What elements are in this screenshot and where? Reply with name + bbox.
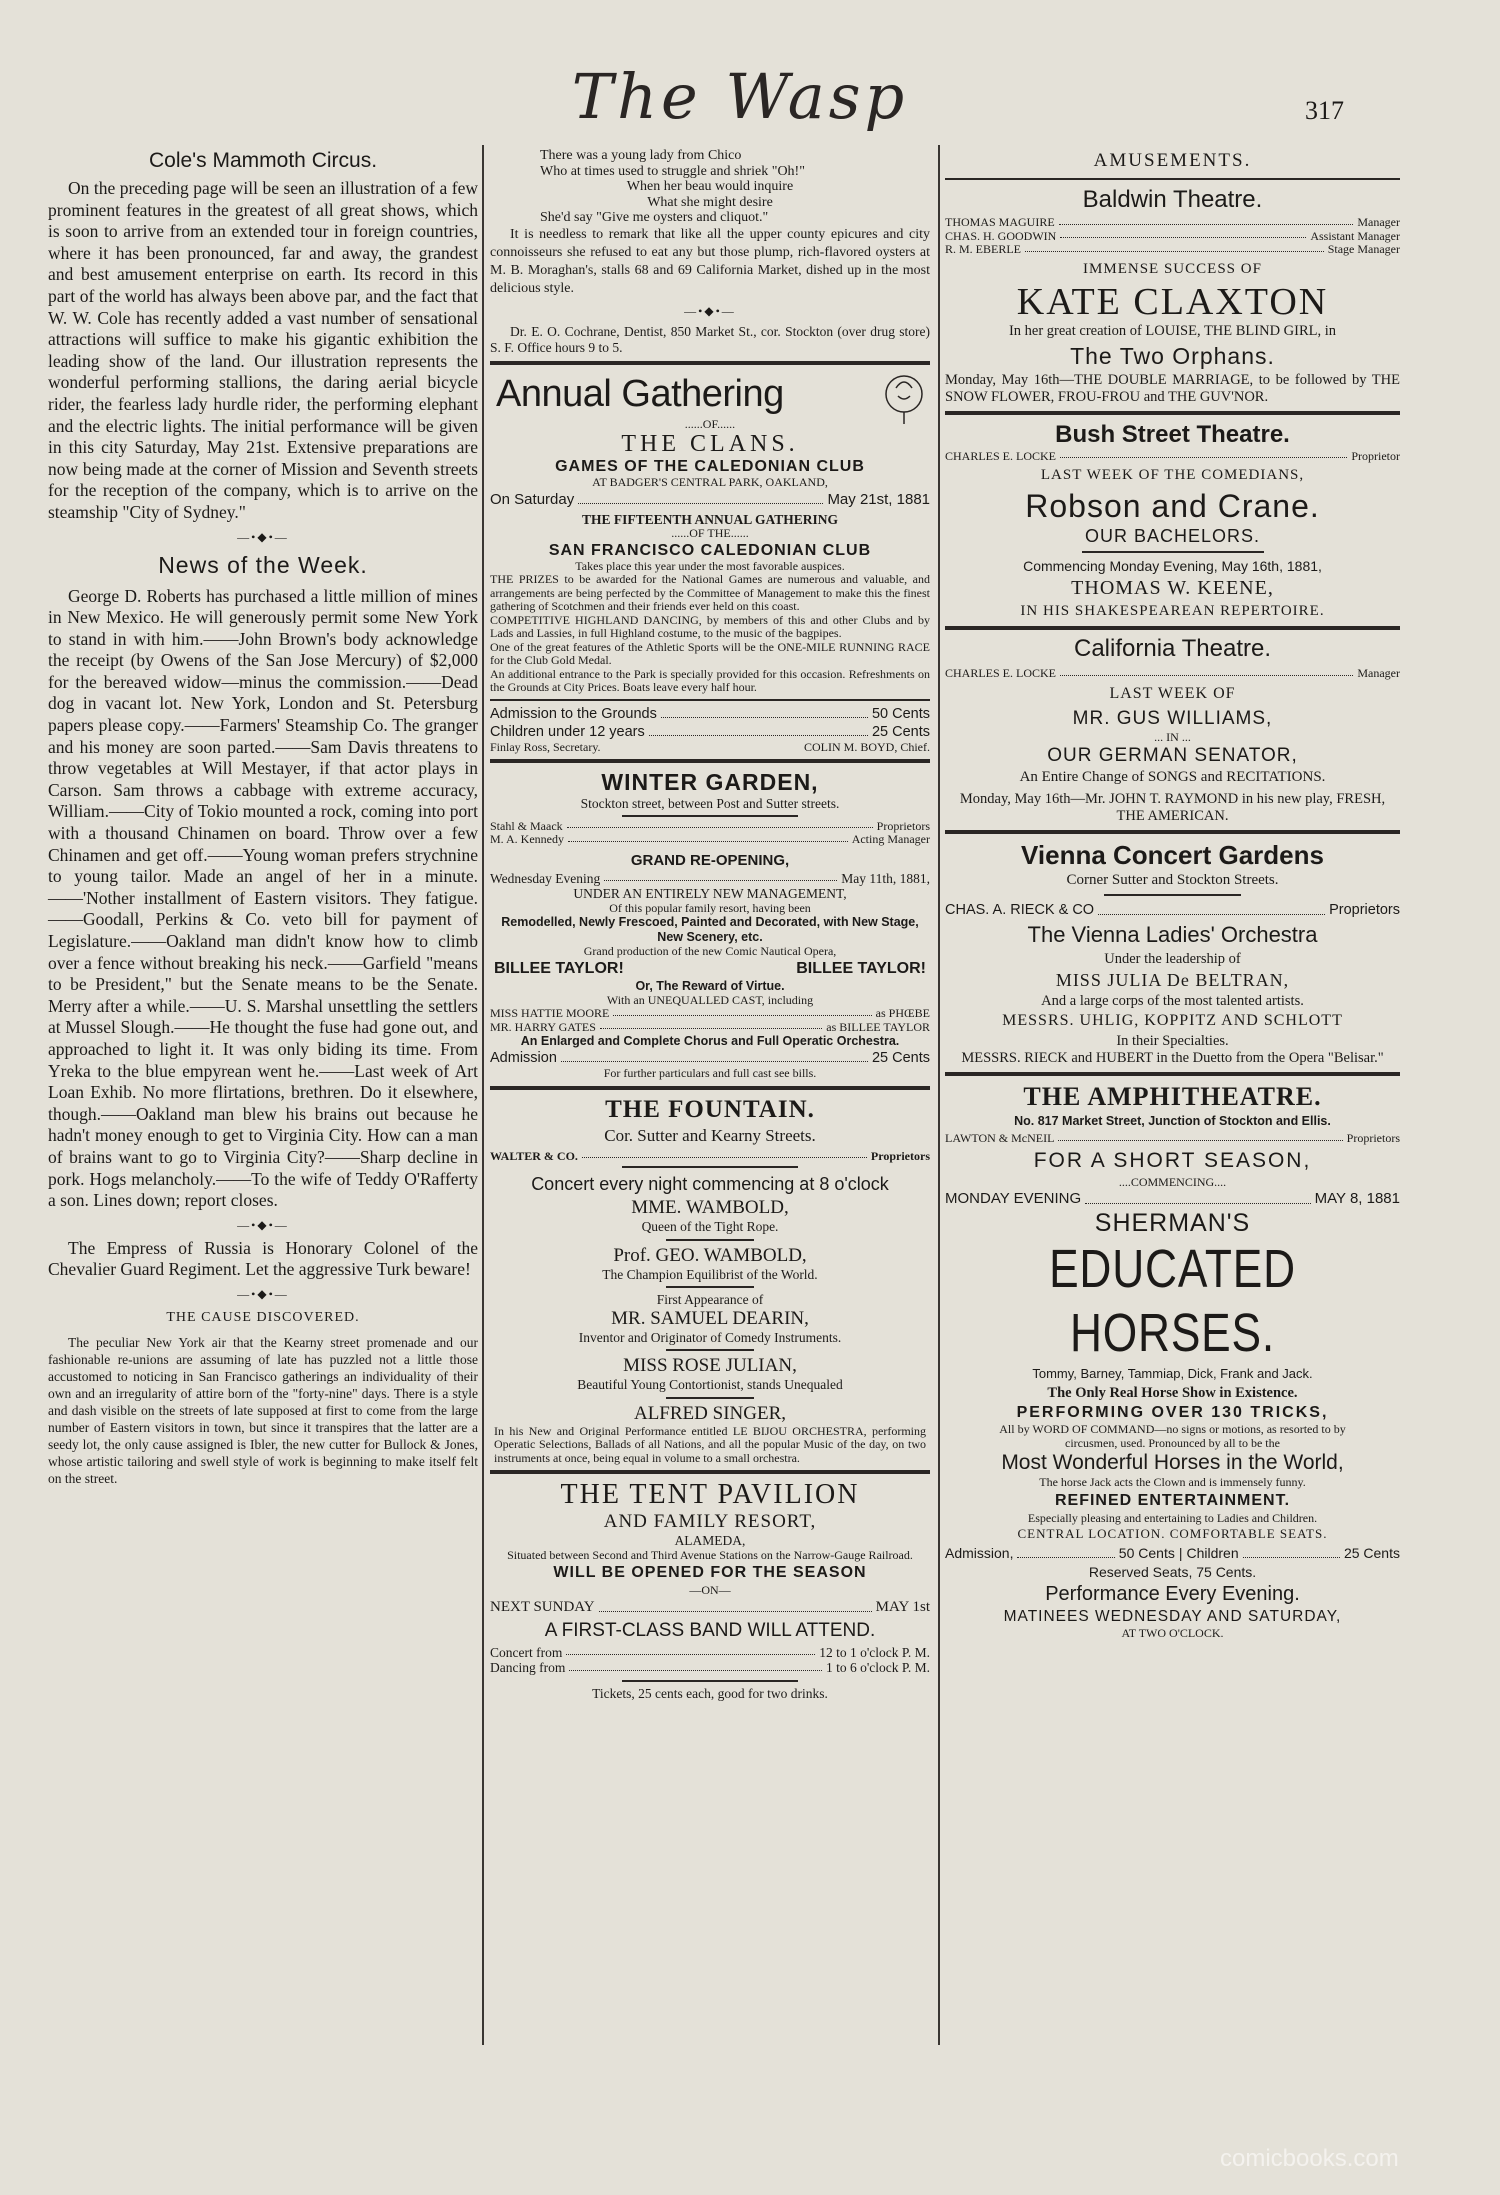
watermark: comicbooks.com (1220, 2145, 1399, 2172)
circus-headline: Cole's Mammoth Circus. (148, 149, 378, 172)
column-editorial (48, 148, 478, 1487)
divider (490, 1086, 930, 1090)
vienna-title: Vienna Concert Gardens (1021, 840, 1324, 870)
winter-garden-ad: WINTER GARDEN, Stockton street, between Post and Sutter streets. Stahl & Maack Proprietors M. A. Kennedy Acting Manager GRAND RE-OPENING, Wednesday Evening May 11th, 1881, UNDER AN ENTIRELY NEW MANAGEMENT, Of this popular family resort, having been Remodelled, Newly Frescoed, Painted and Decorated, with New Stage, New Scenery, etc. Grand production of the new Comic Nautical Opera, BILLEE TAYLOR! BILLEE TAYLOR! Or, The Reward of Virtue. With an UNEQUALLED CAST, including MISS HATTIE MOORE as PHŒBE MR. HARRY GATES as BILLEE TAYLOR An Enlarged and Complete Chorus and Full Operatic Orchestra. Admission 25 Cents For further particulars and full cast see bills. (490, 769, 930, 1081)
separator: —•◆•— (684, 303, 736, 318)
oyster-notice: It is needless to remark that like all the upper county epicures and city connoisseurs she refused to eat any but those plump, rich-flavored oysters at M. B. Moraghan's, stalls 68 and 69 California Market, dished up in the most delicious style. (490, 226, 930, 296)
cause-article: The peculiar New York air that the Kearny street promenade and our fashionable re-unions are assuming of late has puzzled not a little those accustomed to noticing in San Francisco gatherings an individuality of their own and an irregularity of attire born of the "forty-nine" days. There is a style and dash visible on the streets of late supposed at first to come from the large number of Eastern visitors in town, but since it transpires that the latter are a seedy lot, the only cause assigned is Ibler, the new cutter for Bullock & Jones, whose artistic tailoring and swell style of work is beginning to make itself felt on the street. (48, 1335, 478, 1487)
kate-claxton: KATE CLAXTON (1016, 280, 1329, 323)
amusements-heading: AMUSEMENTS. (1093, 150, 1252, 171)
divider (945, 830, 1400, 834)
educated-horses: EDUCATED HORSES. (1049, 1239, 1296, 1363)
dentist-notice: Dr. E. O. Cochrane, Dentist, 850 Market St., cor. Stockton (over drug store) S. F. Office hours 9 to 5. (490, 323, 930, 355)
news-headline: News of the Week. (158, 551, 368, 578)
cause-headline: THE CAUSE DISCOVERED. (166, 1309, 360, 1325)
column-advertisements-1 (490, 148, 930, 1701)
california-title: California Theatre. (1074, 635, 1271, 662)
divider (945, 411, 1400, 415)
separator: —•◆•— (237, 529, 289, 544)
column-rule-2 (938, 145, 940, 2045)
column-rule-1 (482, 145, 484, 2045)
clans-title: THE CLANS. (621, 431, 799, 458)
masthead-logo: The Wasp (571, 60, 909, 133)
amphitheatre-ad: THE AMPHITHEATRE. No. 817 Market Street, Junction of Stockton and Ellis. LAWTON & McNEIL Proprietors FOR A SHORT SEASON, ....COMMENCING.... MONDAY EVENING MAY 8, 1881 SHERMAN'S EDUCATED HORSES. Tommy, Barney, Tammiap, Dick, Frank and Jack. The Only Real Horse Show in Existence. PERFORMING OVER 130 TRICKS, All by WORD OF COMMAND—no signs or motions, as resorted to by circusmen, used. Pronounced by all to be the Most Wonderful Horses in the World, The horse Jack acts the Clown and is immensely funny. REFINED ENTERTAINMENT. Especially pleasing and entertaining to Ladies and Children. CENTRAL LOCATION. COMFORTABLE SEATS. Admission, 50 Cents | Children 25 Cents Reserved Seats, 75 Cents. Performance Every Evening. MATINEES WEDNESDAY AND SATURDAY, AT TWO O'CLOCK. (945, 1082, 1400, 1640)
baldwin-title: Baldwin Theatre. (1082, 186, 1263, 213)
annual-title: Annual Gathering (496, 372, 784, 415)
separator: —•◆•— (237, 1217, 289, 1232)
fountain-ad: THE FOUNTAIN. Cor. Sutter and Kearny Streets. WALTER & CO. Proprietors Concert every night commencing at 8 o'clock MME. WAMBOLD, Queen of the Tight Rope. Prof. GEO. WAMBOLD, The Champion Equilibrist of the World. First Appearance of MR. SAMUEL DEARIN, Inventor and Originator of Comedy Instruments. MISS ROSE JULIAN, Beautiful Young Contortionist, stands Unequaled ALFRED SINGER, In his New and Original Performance entitled LE BIJOU ORCHESTRA, performing Operatic Selections, Ballads of all Nations, and all the popular Music of the day, on two instruments at once, being equal in volume to a small orchestra. (490, 1095, 930, 1465)
tent-pavilion-ad: THE TENT PAVILION AND FAMILY RESORT, ALAMEDA, Situated between Second and Third Avenue Stations on the Narrow-Gauge Railroad. WILL BE OPENED FOR THE SEASON —ON— NEXT SUNDAY MAY 1st A FIRST-CLASS BAND WILL ATTEND. Concert from 12 to 1 o'clock P. M. Dancing from 1 to 6 o'clock P. M. Tickets, 25 cents each, good for two drinks. (490, 1479, 930, 1701)
separator: —•◆•— (237, 1286, 289, 1301)
caledonian-ad: Annual Gathering ......OF...... THE CLANS. GAMES OF THE CALEDONIAN CLUB AT BADGER'S CENTRAL PARK, OAKLAND, On Saturday May 21st, 1881 THE FIFTEENTH ANNUAL GATHERING ......OF THE...... SAN FRANCISCO CALEDONIAN CLUB Takes place this year under the most favorable auspices. THE PRIZES to be awarded for the National Games are numerous and valuable, and arrangements are being perfected by the Committee of Management to make this the finest gathering of Scotchmen and their friends ever held on this coast. COMPETITIVE HIGHLAND DANCING, by members of this and other Clubs and by Lads and Lassies, in full Highland costume, to the music of the bagpipes. One of the great features of the Athletic Sports will be the ONE-MILE RUNNING RACE for the Club Gold Medal. An additional entrance to the Park is specially provided for this occasion. Refreshments on the Grounds at City Prices. Boats leave every half hour. Admission to the Grounds 50 Cents Children under 12 years 25 Cents Finlay Ross, Secretary. COLIN M. BOYD, Chief. (490, 370, 930, 755)
column-amusements: AMUSEMENTS. Baldwin Theatre. THOMAS MAGUIRE Manager CHAS. H. GOODWIN Assistant Manager R. M. EBERLE Stage Manager IMMENSE SUCCESS OF KATE CLAXTON In her great creation of LOUISE, THE BLIND GIRL, in The Two Orphans. Monday, May 16th—THE DOUBLE MARRIAGE, to be followed by THE SNOW FLOWER, FROU-FROU and THE GUV'NOR. Bush Street Theatre. CHARLES E. LOCKE Proprietor LAST WEEK OF THE COMEDIANS, Robson and Crane. OUR BACHELORS. Commencing Monday Evening, May 16th, 1881, THOMAS W. KEENE, IN HIS SHAKESPEAREAN REPERTOIRE. California Theatre. CHARLES E. LOCKE Manager LAST WEEK OF MR. GUS WILLIAMS, ... IN ... OUR GERMAN SENATOR, An Entire Change of SONGS and RECITATIONS. Monday, May 16th—Mr. JOHN T. RAYMOND in his new play, FRESH, THE AMERICAN. Vienna Concert Gardens Corner Sutter and Stockton Streets. CHAS. A. RIECK & CO Proprietors The Vienna Ladies' Orchestra Under the leadership of MISS JULIA De BELTRAN, And a large corps of the most talented artists. MESSRS. UHLIG, KOPPITZ AND SCHLOTT In their Specialties. MESSRS. RIECK and HUBERT in the Duetto from the Opera "Belisar." THE AMPHITHEATRE. No. 817 Market Street, Junction of Stockton and Ellis. LAWTON & McNEIL Proprietors FOR A SHORT SEASON, ....COMMENCING.... MONDAY EVENING MAY 8, 1881 SHERMAN'S EDUCATED HORSES. Tommy, Barney, Tammiap, Dick, Frank and Jack. The Only Real Horse Show in Existence. PERFORMING OVER 130 TRICKS, All by WORD OF COMMAND—no signs or motions, as resorted to by circusmen, used. Pronounced by all to be the Most Wonderful Horses in the World, The horse Jack acts the Clown and is immensely funny. REFINED ENTERTAINMENT. Especially pleasing and entertaining to Ladies and Children. CENTRAL LOCATION. COMFORTABLE SEATS. Admission, 50 Cents | Children 25 Cents Reserved Seats, 75 Cents. Performance Every Evening. MATINEES WEDNESDAY AND SATURDAY, AT TWO O'CLOCK. (945, 150, 1400, 1640)
divider (490, 759, 930, 763)
divider (490, 1470, 930, 1474)
divider (945, 1072, 1400, 1076)
divider (945, 626, 1400, 630)
news-article: George D. Roberts has purchased a little million of mines in New Mexico. He will generously permit some New York to stand in with him.——John Brown's body acknowledge the receipt (by Owens of the San Jose Mercury) of $2,000 for the bereaved widow—minus the commission.——Dead dog in vacant lot. New York, London and St. Petersburg papers please copy.——Farmers' Steamship Co. The granger and his money are soon parted.——Sam Davis threatens to throw vegetables at Will Mestayer, if that actor plays in Carson. Sam throws a cabbage with extreme accuracy, William.——City of Tokio mounted a rock, coming into port with a thousand Chinamen on board. Throw over a few Chinamen and get off.——Young woman prefers strychnine to young tailor. Made an angel of her in a minute.——'Nother installment of Eastern visitors. They fatigue.——Goodall, Perkins & Co. veto bill for payment of Legislature.——Oakland man didn't know how to climb over a fence without breaking his neck.——Garfield "means to be President," but the Senate means to be the Senate. Merry after a while.——U. S. Marshal unsettling the settlers at Mussel Slough.——He thought the fuse had gone out, and approached to light it. It was only biding its time. From Yreka to the blue empyrean went he.——Last week of Art Loan Exhib. No more flirtations, brethren. Do it elsewhere, though.——Oakland man blew his brains out because he hadn't money enough to get to Virginia City. How can a man of brains want to go to Virginia City?——Sharp decline in pork. Hogs melancholy.——To the wife of Teddy O'Rafferty a son. Lines down; report closes. (48, 585, 478, 1211)
divider (490, 361, 930, 365)
circus-article: On the preceding page will be seen an illustration of a few prominent features in the greatest of all great shows, which is soon to arrive from an extended tour in foreign countries, where it has been pronounced, far and away, the grandest and best amusement enterprise on earth. Its record in this part of the world has always been above par, and the fact that W. W. Cole has recently added a vast number of sensational attractions will suffice to make his gigantic exhibition the leading show of the land. Our illustration represents the wonderful performing stallions, the daring aerial bicycle rider, the fearless lady hurdle rider, the performing elephant and the electric lights. The initial performance will be given in this city Saturday, May 21st. Extensive preparations are now being made at the corner of Mission and Seventh streets for the reception of the company, which is to arrive on the steamship "City of Sydney." (48, 178, 478, 522)
limerick: There was a young lady from Chico Who at times used to struggle and shriek "Oh!" When her beau would inquire What she might desire She'd say "Give me oysters and cliquot." (540, 148, 805, 226)
page-number: 317 (1305, 96, 1344, 125)
bush-title: Bush Street Theatre. (1055, 420, 1290, 448)
empress-article: The Empress of Russia is Honorary Colonel of the Chevalier Guard Regiment. Let the aggressive Turk beware! (48, 1237, 478, 1280)
thistle-icon (882, 370, 926, 426)
